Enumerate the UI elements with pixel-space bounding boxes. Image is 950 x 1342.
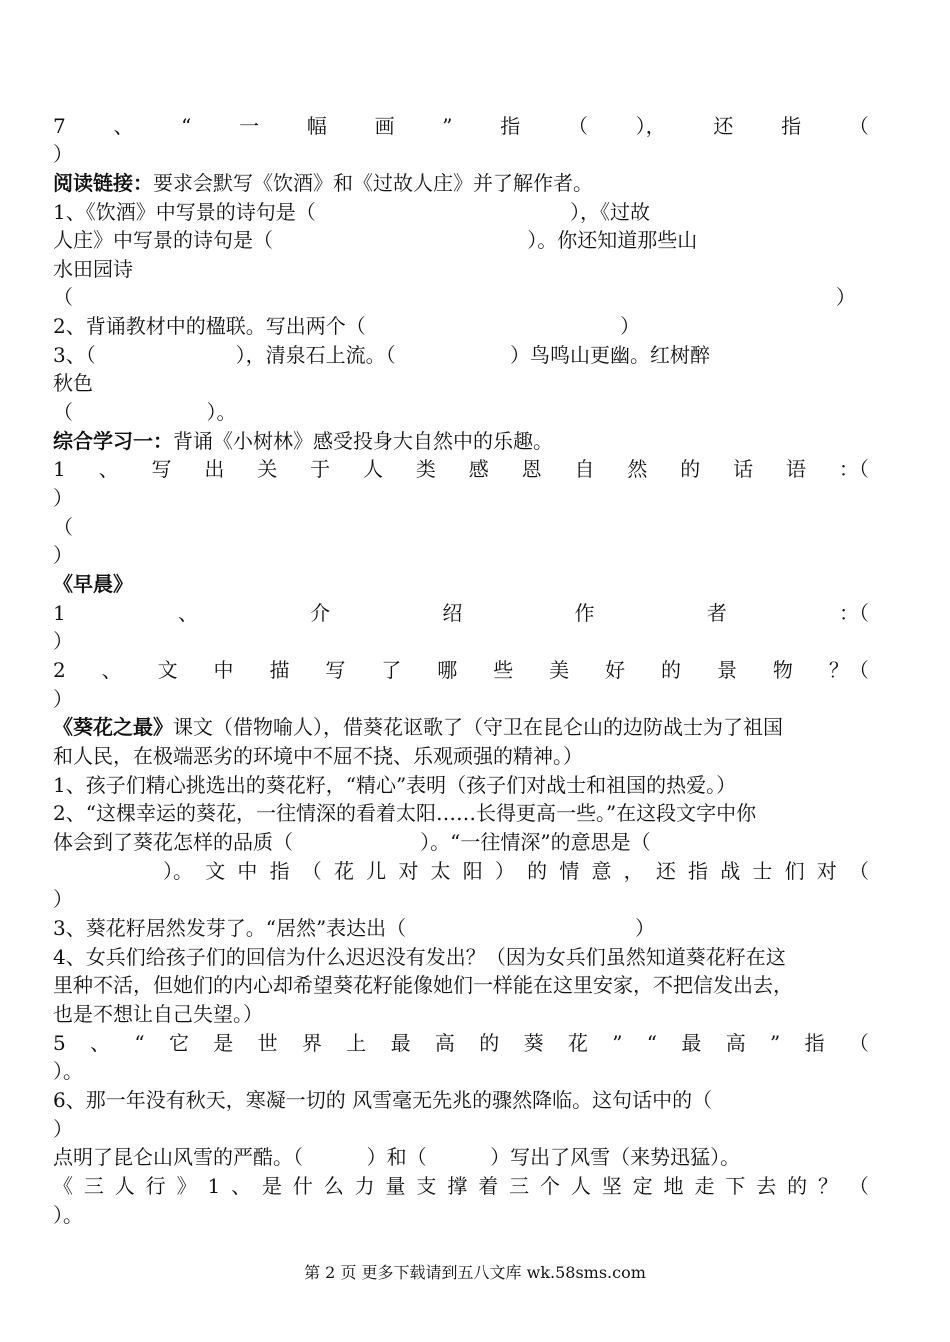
text-token: 一 [239, 114, 260, 138]
section-intro: 背诵《小树林》感受投身大自然中的乐趣。 [173, 429, 553, 453]
text-token: 、 [177, 601, 198, 625]
section-comprehensive-study [53, 426, 869, 456]
text-token: 高 [725, 1031, 746, 1055]
text-token: 文 [205, 859, 226, 883]
text-token: 么 [323, 1174, 344, 1198]
text-token: 指 [688, 859, 708, 883]
text-line: 人庄》中写景的诗句是（ ）。你还知道那些山 [53, 228, 698, 252]
text-token: 绍 [442, 601, 463, 625]
text-token: 对 [816, 859, 837, 883]
text-line: 秋色 [53, 371, 93, 395]
text-token: 的 [527, 859, 548, 883]
text-token: 定 [632, 1174, 653, 1198]
section-heading: 综合学习一： [53, 429, 173, 453]
text-token: 指 [804, 1031, 825, 1055]
text-token: 上 [346, 1031, 367, 1055]
text-token: 哪 [437, 658, 458, 682]
text-line: ） [53, 629, 73, 653]
text-token: 花 [333, 859, 354, 883]
text-token: 三 [509, 1174, 530, 1198]
text-line: 和人民，在极端恶劣的环境中不屈不挠、乐观顽强的精神。） [53, 744, 583, 768]
text-token: 还 [713, 114, 734, 138]
text-token: 对 [398, 859, 419, 883]
text-line: 1、孩子们精心挑选出的葵花籽，“精心”表明（孩子们对战士和祖国的热爱。） [53, 773, 737, 797]
text-token: 画 [374, 114, 395, 138]
text-token: 行 [145, 1174, 166, 1198]
text-token: 7 [53, 114, 66, 138]
text-token: “ [134, 1031, 145, 1055]
text-token: 些 [493, 658, 514, 682]
text-token: ）。 [163, 859, 193, 883]
text-token: 中 [213, 658, 234, 682]
text-token: 1 [207, 1174, 221, 1198]
text-line: ） [53, 1117, 73, 1141]
text-line: ） [53, 543, 73, 567]
text-token: 个 [539, 1174, 560, 1198]
text-token: 撑 [447, 1174, 468, 1198]
text-token: 最 [681, 1031, 702, 1055]
text-token: 描 [269, 658, 290, 682]
section-heading: 《葵花之最》 [53, 715, 173, 739]
text-line: 6、那一年没有秋天，寒凝一切的 风雪毫无先兆的骤然降临。这句话中的（ [53, 1088, 713, 1112]
text-token: 恩 [521, 457, 542, 481]
text-line: 3、（ ），清泉石上流。（ ）鸟鸣山更幽。红树醉 [53, 343, 711, 367]
text-token: 好 [605, 658, 626, 682]
text-token: 作 [574, 601, 595, 625]
text-token: 指 [500, 114, 521, 138]
text-token: 的 [680, 457, 701, 481]
text-token: 最 [390, 1031, 411, 1055]
text-token: 了 [381, 658, 402, 682]
text-token: 的 [787, 1174, 808, 1198]
text-token: 们 [784, 859, 805, 883]
text-token: 下 [725, 1174, 746, 1198]
text-token: ）， [635, 114, 666, 138]
text-token: 走 [694, 1174, 715, 1198]
text-token: （ [301, 859, 322, 883]
text-line: ） [53, 486, 73, 510]
text-token: 美 [549, 658, 570, 682]
text-line [53, 598, 869, 628]
text-token: 中 [237, 859, 258, 883]
text-token: 太 [430, 859, 451, 883]
text-token: 、 [113, 114, 134, 138]
text-token: 坚 [601, 1174, 622, 1198]
text-token: 话 [733, 457, 754, 481]
text-token: ：（ [838, 601, 869, 625]
text-token: 什 [292, 1174, 313, 1198]
text-token: 景 [716, 658, 737, 682]
text-token: 支 [416, 1174, 437, 1198]
text-line: ） [53, 687, 73, 711]
text-token: 人 [114, 1174, 135, 1198]
text-token: 是 [213, 1031, 234, 1055]
section-heading: 阅读链接： [53, 171, 153, 195]
text-token: 还 [655, 859, 676, 883]
text-token: 文 [157, 658, 178, 682]
text-line: 3、葵花籽居然发芽了。“居然”表达出（ ） [53, 916, 656, 940]
text-line: ） [53, 142, 73, 166]
section-intro: 要求会默写《饮酒》和《过故人庄》并了解作者。 [153, 171, 593, 195]
text-line: （ ）。 [53, 400, 237, 424]
text-token: 5 [53, 1031, 66, 1055]
text-token: 《 [53, 1174, 73, 1198]
text-token: 物 [772, 658, 793, 682]
text-line: 4、女兵们给孩子们的回信为什么迟迟没有发出？（因为女兵们虽然知道葵花籽在这 [53, 945, 786, 969]
text-line [53, 454, 869, 484]
text-line: 2、“这棵幸运的葵花，一往情深的看着太阳……长得更高一些。”在这段文字中你 [53, 801, 757, 825]
text-token: 的 [661, 658, 682, 682]
text-line: （ [53, 515, 73, 539]
text-token: （ [848, 1031, 869, 1055]
text-line [53, 655, 869, 685]
text-token: 》 [176, 1174, 197, 1198]
text-line: 水田园诗 [53, 257, 133, 281]
text-token: 世 [257, 1031, 278, 1055]
text-token: 葵 [523, 1031, 544, 1055]
text-token: 士 [752, 859, 773, 883]
text-line: 1、《饮酒》中写景的诗句是（ ），《过故 [53, 200, 651, 224]
text-line: 点明了昆仑山风雪的严酷。（ ）和（ ）写出了风雪（来势迅猛）。 [53, 1145, 741, 1169]
text-token: 战 [720, 859, 741, 883]
text-token: 2 [53, 658, 66, 682]
text-token: ：（ [838, 457, 869, 481]
section-sunflower [53, 712, 869, 742]
text-token: ） [494, 859, 515, 883]
section-three-people [53, 1171, 869, 1201]
text-token: （ [848, 114, 869, 138]
text-token: 1 [53, 601, 66, 625]
text-token: 类 [415, 457, 436, 481]
text-line [53, 1028, 869, 1058]
text-token: 指 [781, 114, 802, 138]
text-token: ， [623, 859, 644, 883]
text-token: 阳 [462, 859, 483, 883]
text-line: ） [53, 887, 73, 911]
text-token: 出 [204, 457, 225, 481]
text-token: 指 [269, 859, 290, 883]
text-token: 、 [101, 658, 122, 682]
text-line: 2、背诵教材中的楹联。写出两个（ ） [53, 314, 641, 338]
question-7-line [53, 111, 869, 141]
section-intro: 课文（借物喻人），借葵花讴歌了（守卫在昆仑山的边防战士为了祖国 [173, 715, 783, 739]
text-token: 、 [98, 457, 119, 481]
text-line: 里种不活，但她们的内心却希望葵花籽能像她们一样能在这里安家，不把信发出去， [53, 973, 793, 997]
text-line [163, 856, 869, 886]
text-token: 是 [261, 1174, 282, 1198]
text-token: 语 [785, 457, 806, 481]
text-token: “ [646, 1031, 658, 1055]
text-token: （ [848, 859, 869, 883]
text-token: 感 [468, 457, 489, 481]
text-line: ）。 [53, 1059, 83, 1083]
page-footer: 第 2 页 更多下载请到五八文库 wk.58sms.com [304, 1263, 646, 1282]
text-token: 高 [434, 1031, 455, 1055]
text-token: 1 [53, 457, 66, 481]
text-token: 力 [354, 1174, 375, 1198]
text-token: 自 [574, 457, 595, 481]
text-line: ）。 [53, 1203, 83, 1227]
text-token: 着 [478, 1174, 499, 1198]
text-token: 的 [479, 1031, 500, 1055]
text-token: 量 [385, 1174, 406, 1198]
section-morning [53, 569, 869, 599]
text-token: 花 [567, 1031, 588, 1055]
text-token: 于 [310, 457, 331, 481]
text-line: （ ） [53, 285, 856, 309]
text-token: ？（ [828, 658, 869, 682]
text-token: 三 [83, 1174, 104, 1198]
text-token: 它 [168, 1031, 189, 1055]
text-token: 幅 [306, 114, 327, 138]
text-token: 地 [663, 1174, 684, 1198]
text-token: ？ [818, 1174, 838, 1198]
text-token: 儿 [366, 859, 387, 883]
text-token: ” [442, 114, 453, 138]
text-token: 然 [627, 457, 648, 481]
text-token: 关 [257, 457, 278, 481]
text-token: 介 [310, 601, 331, 625]
section-heading: 《早晨》 [53, 572, 133, 596]
text-token: 去 [756, 1174, 777, 1198]
text-line: 也是不想让自己失望。） [53, 1002, 263, 1026]
text-token: 人 [570, 1174, 591, 1198]
text-token: 者 [706, 601, 727, 625]
text-token: （ [567, 114, 588, 138]
text-token: 、 [90, 1031, 111, 1055]
text-token: （ [848, 1174, 869, 1198]
text-token: 界 [301, 1031, 322, 1055]
text-token: ” [612, 1031, 623, 1055]
text-line: 体会到了葵花怎样的品质（ ）。“一往情深”的意思是（ [53, 830, 651, 854]
text-token: 、 [231, 1174, 252, 1198]
text-token: 情 [559, 859, 580, 883]
section-reading-link [53, 168, 869, 198]
text-token: ” [770, 1031, 781, 1055]
text-token: “ [181, 114, 192, 138]
text-token: 写 [151, 457, 172, 481]
text-token: 人 [362, 457, 383, 481]
text-token: 写 [325, 658, 346, 682]
text-token: 意 [591, 859, 612, 883]
